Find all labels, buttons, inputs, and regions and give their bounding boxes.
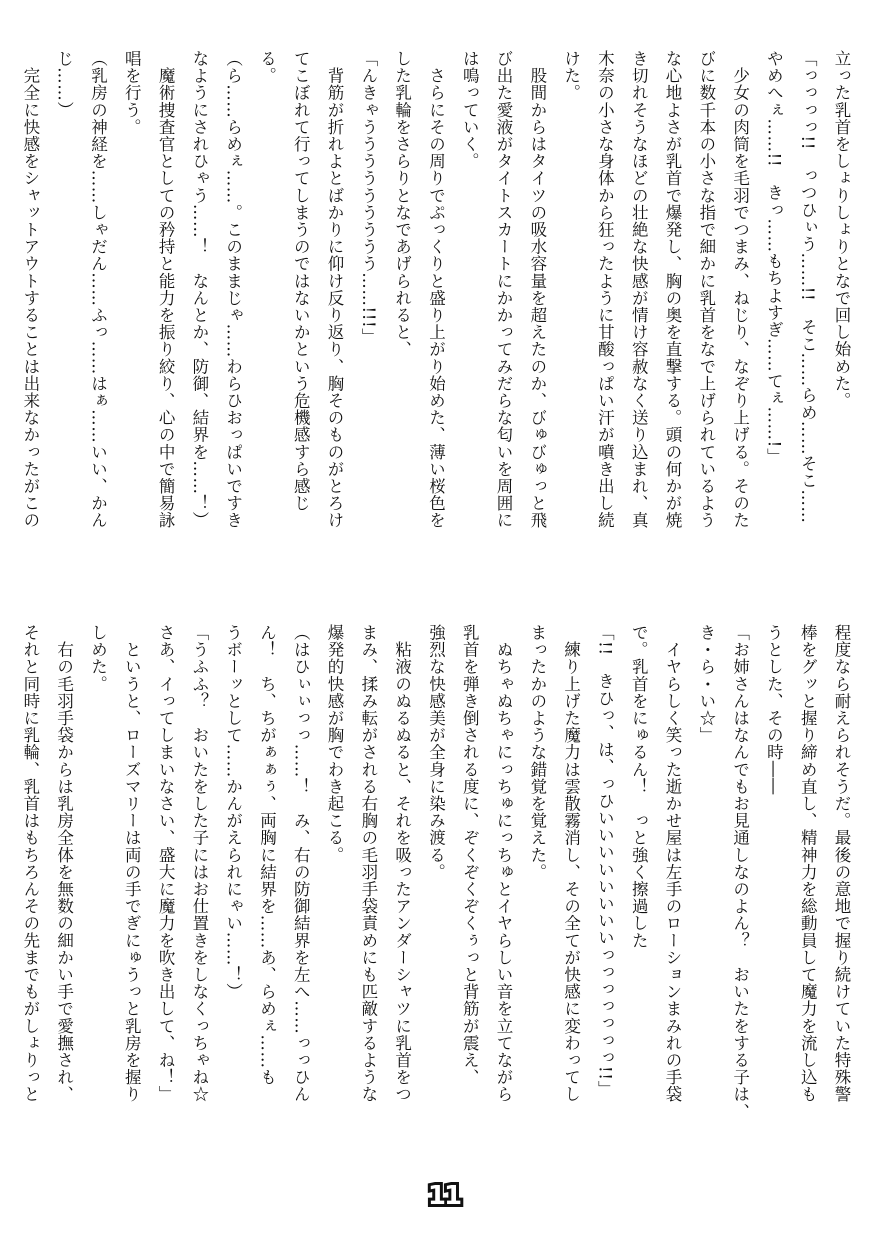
text-line: 「お姉さんはなんでもお見通しなのよん？ おいたをする子は、 [730, 624, 750, 1120]
lower-text-block [20, 624, 858, 1144]
upper-text-block [20, 50, 858, 610]
text-line: した乳輪をさらりとなであげられると、 [392, 50, 412, 358]
text-line: 木奈の小さな身体から狂ったように甘酸っぱい汗が噴き出し続 [595, 50, 615, 529]
text-line: 魔術捜査官としての矜持と能力を振り絞り、心の中で簡易詠 [156, 50, 176, 529]
text-line: 立った乳首をしょりしょりとなで回し始めた。 [832, 50, 851, 410]
text-line: イヤらしく笑った逝かせ屋は左手のローションまみれの手袋 [663, 624, 683, 1103]
text-line: 「っっっっ!! っつひぃう……!! そこ……らめ……そこ…… [798, 50, 818, 524]
page-number: 11 [427, 1181, 461, 1211]
text-line: ぬちゃぬちゃにっちゅにっちゅとイヤらしい音を立てながら [494, 624, 514, 1103]
text-line: 「んきゃううううううううう……!!!」 [358, 50, 378, 346]
text-line: 乳首を弾き倒される度に、ぞくぞくぞくぅっと背筋が震え、 [460, 624, 480, 1086]
text-line: 「!! きひっ、は、っひいいいいいいいいっっっっっっっ!!」 [595, 624, 615, 1098]
text-line: じ……） [54, 50, 74, 119]
text-line: 粘液のぬるぬると、それを吸ったアンダーシャツに乳首をつ [392, 624, 412, 1103]
text-line: 右の毛羽手袋からは乳房全体を無数の細かい手で愛撫され、 [54, 624, 74, 1103]
text-line: 股間からはタイツの吸水容量を超えたのか、びゅびゅっと飛 [527, 50, 547, 529]
text-line: 程度なら耐えられそうだ。最後の意地で握り続けていた特殊警 [832, 624, 851, 1103]
text-line: けた。 [561, 50, 581, 102]
text-line: な心地よさが乳首で爆発し、胸の奥を直撃する。頭の何かが焼 [663, 50, 683, 529]
text-line: （はひぃぃっっ……！ み、右の防御結界を左へ……っっひん [291, 624, 311, 1103]
text-line: で。乳首をにゅるん！ っと強く擦過した [629, 624, 649, 949]
text-line: 棒をグッと握り締め直し、精神力を総動員して魔力を流し込も [798, 624, 818, 1103]
text-line: 爆発的快感が胸でわき起こる。 [325, 624, 345, 864]
text-line: それと同時に乳輪、乳首はもちろんその先までもがしょりっと [20, 624, 40, 1103]
text-line: まったかのような錯覚を覚えた。 [527, 624, 547, 881]
text-line: さあ、イってしまいなさい、盛大に魔力を吹き出して、ね！」 [156, 624, 176, 1103]
text-line: は鳴っていく。 [460, 50, 480, 170]
text-line: （ら……らめぇ……。このままじゃ……わらひおっぱいですき [223, 50, 243, 529]
text-line: る。 [257, 50, 277, 85]
text-line: さらにその周りでぷっくりと盛り上がり始めた、薄い桜色を [426, 50, 446, 529]
text-line: き・ら・い☆」 [696, 624, 716, 744]
text-line: （乳房の神経を……しゃだん……ふっ……はぁ……いい、かん [88, 50, 108, 529]
text-line: び出た愛液がタイトスカートにかかってみだらな匂いを周囲に [494, 50, 514, 529]
text-line: うとした、その時―― [764, 624, 784, 795]
text-line: ん！ ち、ちがぁぁぅ、両胸に結界を……あ、らめぇ……も [257, 624, 277, 1086]
text-line: き切れそうなほどの壮絶な快感が情け容赦なく送り込まれ、真 [629, 50, 649, 529]
text-line: やめへぇ……!! きっ……もちよすぎ……てぇ……!」 [764, 50, 784, 465]
text-line: 「うふふ？ おいたをした子にはお仕置きをしなくっちゃね☆ [189, 624, 209, 1103]
text-line: 完全に快感をシャットアウトすることは出来なかったがこの [20, 50, 40, 529]
text-line: 少女の肉筒を毛羽でつまみ、ねじり、なぞり上げる。そのた [730, 50, 750, 529]
text-line: 唱を行う。 [122, 50, 142, 136]
text-line: 練り上げた魔力は雲散霧消し、その全てが快感に変わってし [561, 624, 581, 1103]
text-line: というと、ローズマリーは両の手でぎにゅうっと乳房を握り [122, 624, 142, 1103]
text-line: なようにされひゃう……！ なんとか、防御、結界を……！） [189, 50, 209, 529]
text-line: うボーッとして……かんがえられにゃい……！） [223, 624, 243, 1001]
text-line: まみ、揉み転がされる右胸の毛羽手袋責めにも匹敵するような [358, 624, 378, 1103]
text-line: てこぼれて行ってしまうのではないかという危機感すら感じ [291, 50, 311, 512]
text-line: しめた。 [88, 624, 108, 693]
text-line: びに数千本の小さな指で細かに乳首をなで上げられているよう [696, 50, 716, 529]
text-line: 背筋が折れよとばかりに仰け反り返り、胸そのものがとろけ [325, 50, 345, 529]
text-line: 強烈な快感美が全身に染み渡る。 [426, 624, 446, 881]
